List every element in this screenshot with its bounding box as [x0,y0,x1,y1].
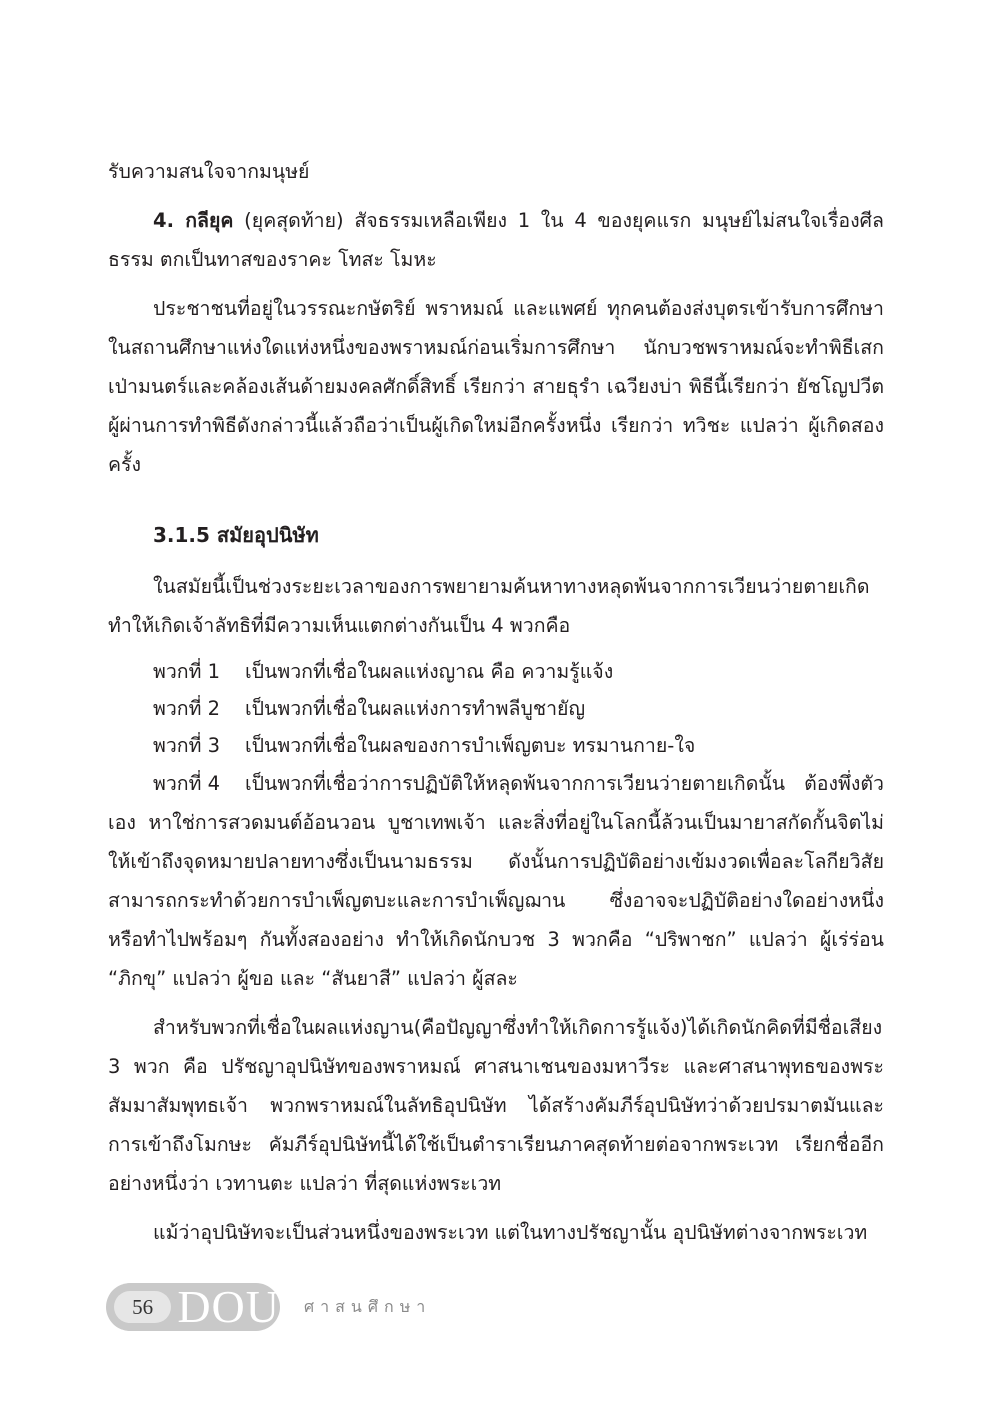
dou-logo: DOU [177,1281,280,1332]
group-text: เป็นพวกที่เชื่อว่าการปฏิบัติให้หลุดพ้นจากการเวียนว่ายตายเกิดนั้น ต้องพึ่งตัวเอง หาใช่การสวดมนต์อ้อนวอน บูชาเทพเจ้า และสิ่งที่อยู่ในโลกนี้ล้วนเป็นมายาสกัดกั้นจิตไม่ให้เข้าถึงจุดหมายปลายทางซึ่งเป็นนามธรรม ดังนั้นการปฏิบัติอย่างเข้มงวดเพื่อละโลกียวิสัยสามารถกระทำด้วยการบำเพ็ญตบะและการบำเพ็ญฌาน ซึ่งอาจจะปฏิบัติอย่างใดอย่างหนึ่ง หรือทำไปพร้อมๆ กันทั้งสองอย่าง ทำให้เกิดนักบวช 3 พวกคือ “ปริพาชก” แปลว่า ผู้เร่ร่อน “ภิกขุ” แปลว่า ผู้ขอ และ “สันยาสี” แปลว่า ผู้สละ [108,772,884,990]
kali-yuga-term: 4. กลียุค [153,209,234,232]
paragraph-continuation: รับความสนใจจากมนุษย์ [108,160,310,183]
footer-badge [106,1283,280,1331]
group-label: พวกที่ 3 [153,734,221,757]
paragraph-kali-yuga [108,201,884,279]
group-text: เป็นพวกที่เชื่อในผลของการบำเพ็ญตบะ ทรมานกาย-ใจ [245,734,696,757]
paragraph-knowledge-thinkers: สำหรับพวกที่เชื่อในผลแห่งญาน(คือปัญญาซึ่งทำให้เกิดการรู้แจ้ง)ได้เกิดนักคิดที่มีชื่อเสียง 3 พวก คือ ปรัชญาอุปนิษัทของพราหมณ์ ศาสนาเชนของมหาวีระ และศาสนาพุทธของพระสัมมาสัมพุทธเจ้า พวกพราหมณ์ในลัทธิอุปนิษัท ได้สร้างคัมภีร์อุปนิษัทว่าด้วยปรมาตมันและการเข้าถึงโมกษะ คัมภีร์อุปนิษัทนี้ได้ใช้เป็นตำราเรียนภาคสุดท้ายต่อจากพระเวท เรียกชื่ออีกอย่างหนึ่งว่า เวทานตะ แปลว่า ที่สุดแห่งพระเวท [108,1016,884,1195]
group-text: เป็นพวกที่เชื่อในผลแห่งการทำพลีบูชายัญ [245,697,586,720]
group-item-3 [153,727,884,764]
group-item-1 [153,653,884,690]
group-item-2 [153,690,884,727]
page-body [108,152,884,1262]
group-item-4 [108,764,884,998]
paragraph-upanishad-vs-veda: แม้ว่าอุปนิษัทจะเป็นส่วนหนึ่งของพระเวท แต่ในทางปรัชญานั้น อุปนิษัทต่างจากพระเวท [153,1221,868,1244]
group-text: เป็นพวกที่เชื่อในผลแห่งญาณ คือ ความรู้แจ้ง [245,660,614,683]
paragraph-castes-education: ประชาชนที่อยู่ในวรรณะกษัตริย์ พราหมณ์ และแพศย์ ทุกคนต้องส่งบุตรเข้ารับการศึกษาในสถานศึกษาแห่งใดแห่งหนึ่งของพราหมณ์ก่อนเริ่มการศึกษา นักบวชพราหมณ์จะทำพิธีเสกเป่ามนตร์และคล้องเส้นด้ายมงคลศักดิ์สิทธิ์ เรียกว่า สายธุรำ เฉวียงบ่า พิธีนี้เรียกว่า ยัชโญปวีต ผู้ผ่านการทำพิธีดังกล่าวนี้แล้วถือว่าเป็นผู้เกิดใหม่อีกครั้งหนึ่ง เรียกว่า ทวิชะ แปลว่า ผู้เกิดสองครั้ง [108,297,884,476]
paragraph-upanishad-intro: ในสมัยนี้เป็นช่วงระยะเวลาของการพยายามค้นหาทางหลุดพ้นจากการเวียนว่ายตายเกิด ทำให้เกิดเจ้าลัทธิที่มีความเห็นแตกต่างกันเป็น 4 พวกคือ [108,575,870,637]
page-footer [106,1283,431,1331]
course-title: ศาสนศึกษา [304,1296,432,1316]
group-label: พวกที่ 2 [153,697,221,720]
group-label: พวกที่ 1 [153,660,221,683]
page-number: 56 [114,1291,171,1323]
section-heading: 3.1.5 สมัยอุปนิษัท [153,523,319,547]
kali-yuga-text: (ยุคสุดท้าย) สัจธรรมเหลือเพียง 1 ใน 4 ของยุคแรก มนุษย์ไม่สนใจเรื่องศีลธรรม ตกเป็นทาสของราคะ โทสะ โมหะ [108,209,884,271]
group-label: พวกที่ 4 [153,772,221,795]
